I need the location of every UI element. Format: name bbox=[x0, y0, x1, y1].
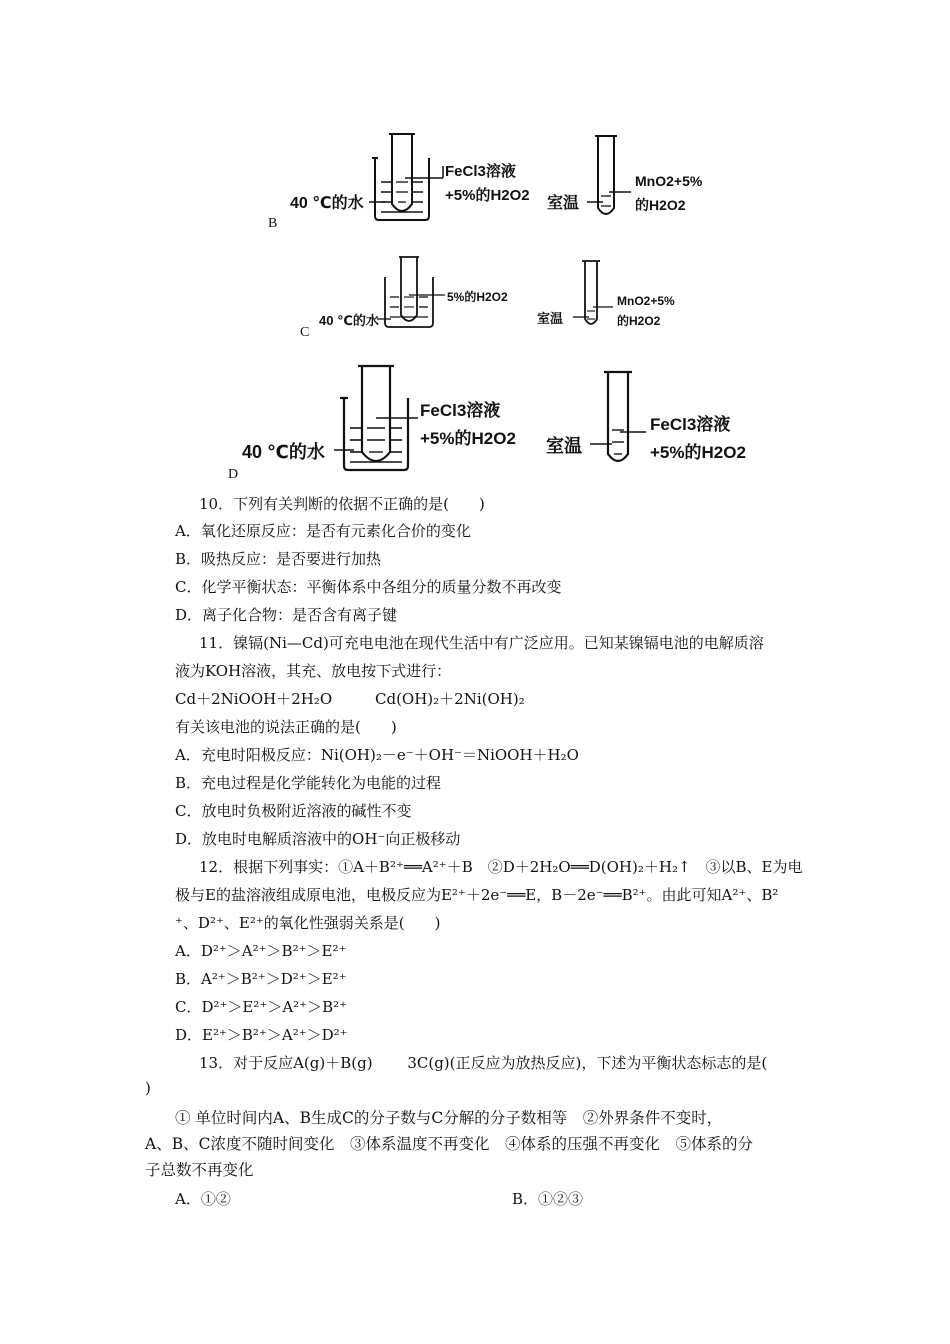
q13-stem-1: 13．对于反应A(g)＋B(g) 3C(g)(正反应为放热反应)，下述为平衡状态标志的是( bbox=[199, 1054, 768, 1072]
q10-option-a: A．氧化还原反应：是否有元素化合价的变化 bbox=[175, 522, 471, 540]
q10-stem: 10．下列有关判断的依据不正确的是( ) bbox=[199, 495, 485, 513]
q11-equation-right: Cd(OH)₂＋2Ni(OH)₂ bbox=[375, 690, 525, 708]
q11-option-d: D．放电时电解质溶液中的OH⁻向正极移动 bbox=[175, 830, 461, 848]
right-reagent-b-1: MnO2+5% bbox=[635, 173, 703, 189]
reagent-label-b-1: FeCl3溶液 bbox=[445, 163, 516, 180]
reagent-label-b-2: +5%的H2O2 bbox=[445, 187, 530, 204]
bath-label-b: 40 ℃的水 bbox=[290, 195, 364, 212]
right-reagent-b-2: 的H2O2 bbox=[635, 197, 686, 213]
bath-label-d: 40 ℃的水 bbox=[242, 442, 325, 462]
apparatus-diagram-b bbox=[285, 130, 735, 230]
option-letter-c: C bbox=[300, 325, 310, 340]
q11-sub-stem: 有关该电池的说法正确的是( ) bbox=[175, 718, 397, 736]
q11-option-c: C．放电时负极附近溶液的碱性不变 bbox=[175, 802, 412, 820]
q13-stem-4: A、B、C浓度不随时间变化 ③体系温度不再变化 ④体系的压强不再变化 ⑤体系的分 bbox=[145, 1135, 753, 1153]
q10-option-b: B．吸热反应：是否要进行加热 bbox=[175, 550, 382, 568]
q11-option-a: A．充电时阳极反应：Ni(OH)₂－e⁻＋OH⁻＝NiOOH＋H₂O bbox=[175, 746, 579, 764]
q13-stem-2: ) bbox=[145, 1079, 151, 1097]
q10-option-c: C．化学平衡状态：平衡体系中各组分的质量分数不再改变 bbox=[175, 578, 562, 596]
reagent-label-c-1: 5%的H2O2 bbox=[447, 290, 508, 304]
right-reagent-c-1: MnO2+5% bbox=[617, 294, 675, 308]
q12-stem-2: 极与E的盐溶液组成原电池，电极反应为E²⁺＋2e⁻══E，B－2e⁻══B²⁺。由此可知A²⁺、B² bbox=[175, 886, 779, 904]
bath-label-c: 40 ℃的水 bbox=[319, 313, 379, 328]
right-reagent-d-2: +5%的H2O2 bbox=[650, 443, 746, 462]
temp-label-b: 室温 bbox=[547, 195, 580, 212]
q11-equation-left: Cd＋2NiOOH＋2H₂O bbox=[175, 690, 333, 708]
q13-stem-5: 子总数不再变化 bbox=[145, 1161, 254, 1179]
q11-option-b: B．充电过程是化学能转化为电能的过程 bbox=[175, 774, 442, 792]
temp-label-d: 室温 bbox=[546, 436, 582, 456]
right-reagent-d-1: FeCl3溶液 bbox=[650, 415, 731, 434]
apparatus-diagram-c bbox=[315, 255, 715, 335]
q12-option-d: D．E²⁺＞B²⁺＞A²⁺＞D²⁺ bbox=[175, 1026, 348, 1044]
q12-stem-1: 12．根据下列事实：①A＋B²⁺══A²⁺＋B ②D＋2H₂O══D(OH)₂＋H₂↑ ③以B、E为电 bbox=[199, 858, 803, 876]
right-reagent-c-2: 的H2O2 bbox=[617, 314, 661, 328]
q12-option-c: C．D²⁺＞E²⁺＞A²⁺＞B²⁺ bbox=[175, 998, 348, 1016]
q12-option-b: B．A²⁺＞B²⁺＞D²⁺＞E²⁺ bbox=[175, 970, 347, 988]
temp-label-c: 室温 bbox=[537, 311, 564, 326]
figure-option-c bbox=[315, 255, 715, 335]
q11-stem-2: 液为KOH溶液，其充、放电按下式进行： bbox=[175, 662, 452, 680]
q13-option-a: A．①② bbox=[175, 1190, 231, 1208]
option-letter-b: B bbox=[268, 216, 278, 231]
q13-stem-3: ① 单位时间内A、B生成C的分子数与C分解的分子数相等 ②外界条件不变时， bbox=[175, 1109, 723, 1127]
figure-option-b bbox=[285, 130, 735, 230]
option-letter-d: D bbox=[228, 467, 239, 482]
q10-option-d: D．离子化合物：是否含有离子键 bbox=[175, 606, 398, 624]
q12-stem-3: ⁺、D²⁺、E²⁺的氧化性强弱关系是( ) bbox=[175, 914, 441, 932]
q12-option-a: A．D²⁺＞A²⁺＞B²⁺＞E²⁺ bbox=[175, 942, 347, 960]
apparatus-diagram-d bbox=[240, 362, 760, 477]
reagent-label-d-2: +5%的H2O2 bbox=[420, 429, 516, 448]
figure-option-d bbox=[240, 362, 760, 477]
q11-stem-1: 11．镍镉(Ni—Cd)可充电电池在现代生活中有广泛应用。已知某镍镉电池的电解质溶 bbox=[199, 634, 764, 652]
q13-option-b: B．①②③ bbox=[512, 1190, 584, 1208]
reagent-label-d-1: FeCl3溶液 bbox=[420, 401, 501, 420]
